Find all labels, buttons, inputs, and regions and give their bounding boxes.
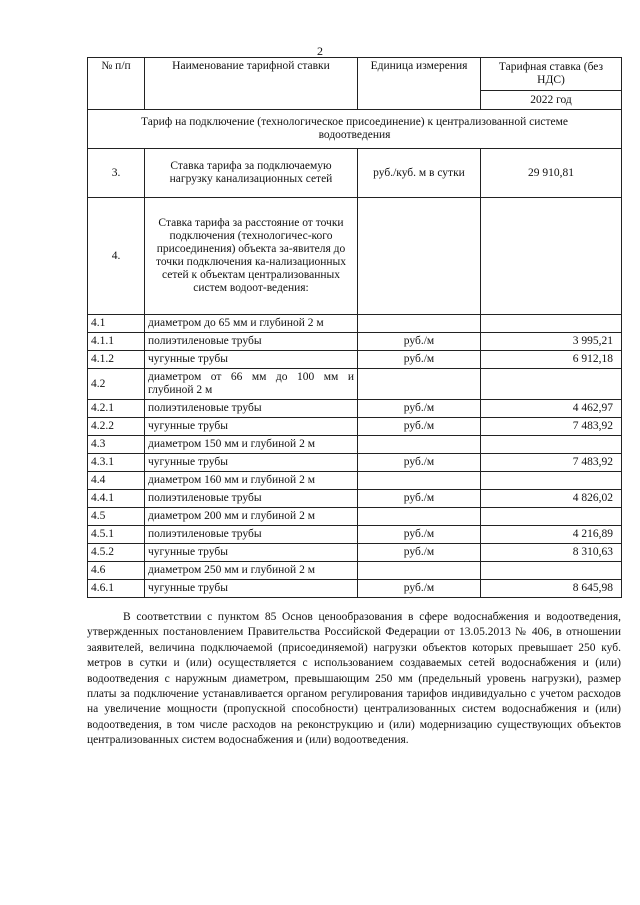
cell-unit: руб./м	[358, 544, 481, 562]
header-year: 2022 год	[481, 91, 622, 110]
table-row	[88, 454, 622, 472]
cell-num: 4.5.1	[88, 526, 145, 544]
cell-num: 4.2	[88, 369, 145, 400]
cell-name: полиэтиленовые трубы	[145, 490, 358, 508]
note-paragraph: В соответствии с пунктом 85 Основ ценообразования в сфере водоснабжения и водоотведения, утвержденных постановлением Правительства Российской Федерации от 13.05.2013 № 406, в отношении заявителей, величина подключаемой (присоединяемой) нагрузки объектов которых превышает 250 куб. метров в сутки и (или) осуществляется с использованием создаваемых сетей водоснабжения и (или) водоотведения с наружным диаметром, превышающим 250 мм (предельный уровень нагрузки), размер платы за подключение устанавливается органом регулирования тарифов индивидуально с учетом расходов на увеличение мощности (пропускной способности) централизованных систем водоснабжения и (или) водоотведения, в том числе расходов на реконструкцию и (или) модернизацию существующих объектов централизованных систем водоснабжения и (или) водоотведения.	[87, 611, 621, 747]
cell-num: 4.6.1	[88, 580, 145, 598]
cell-num: 4.3.1	[88, 454, 145, 472]
cell-unit	[358, 436, 481, 454]
cell-unit: руб./м	[358, 490, 481, 508]
table-row	[88, 562, 622, 580]
table-row	[88, 198, 622, 315]
cell-num: 4.1.1	[88, 333, 145, 351]
cell-rate	[481, 472, 622, 490]
cell-name: диаметром до 65 мм и глубиной 2 м	[145, 315, 358, 333]
cell-rate: 6 912,18	[481, 351, 622, 369]
cell-num: 4.4	[88, 472, 145, 490]
cell-rate: 4 216,89	[481, 526, 622, 544]
cell-rate: 8 645,98	[481, 580, 622, 598]
header-name: Наименование тарифной ставки	[145, 58, 358, 110]
row4-name: Ставка тарифа за расстояние от точки подключения (технологичес-кого присоединения) объекта за-явителя до точки подключения ка-нализационных сетей к объектам централизованных систем водоот-ведения:	[145, 198, 358, 315]
cell-unit: руб./м	[358, 351, 481, 369]
row3-name: Ставка тарифа за подключаемую нагрузку канализационных сетей	[145, 149, 358, 198]
table-row	[88, 369, 622, 400]
cell-unit: руб./м	[358, 333, 481, 351]
cell-unit: руб./м	[358, 580, 481, 598]
row4-num: 4.	[88, 198, 145, 315]
table-row	[88, 351, 622, 369]
table-row	[88, 580, 622, 598]
table-row	[88, 400, 622, 418]
cell-unit	[358, 472, 481, 490]
cell-num: 4.1.2	[88, 351, 145, 369]
tariff-table	[87, 57, 622, 598]
table-row	[88, 333, 622, 351]
cell-name: чугунные трубы	[145, 418, 358, 436]
header-rate: Тарифная ставка (без НДС)	[481, 58, 622, 91]
cell-rate	[481, 369, 622, 400]
cell-rate: 7 483,92	[481, 454, 622, 472]
cell-name: диаметром 160 мм и глубиной 2 м	[145, 472, 358, 490]
table-row	[88, 315, 622, 333]
table-row	[88, 508, 622, 526]
table-row	[88, 418, 622, 436]
table-header-row	[88, 58, 622, 91]
cell-unit	[358, 508, 481, 526]
cell-name: полиэтиленовые трубы	[145, 526, 358, 544]
cell-name: полиэтиленовые трубы	[145, 333, 358, 351]
cell-num: 4.4.1	[88, 490, 145, 508]
cell-num: 4.2.2	[88, 418, 145, 436]
cell-rate: 3 995,21	[481, 333, 622, 351]
cell-rate	[481, 315, 622, 333]
cell-num: 4.2.1	[88, 400, 145, 418]
table-row	[88, 472, 622, 490]
cell-unit	[358, 562, 481, 580]
cell-unit	[358, 369, 481, 400]
cell-rate: 4 462,97	[481, 400, 622, 418]
cell-name: полиэтиленовые трубы	[145, 400, 358, 418]
cell-num: 4.1	[88, 315, 145, 333]
row3-rate: 29 910,81	[481, 149, 622, 198]
table-row	[88, 149, 622, 198]
cell-name: чугунные трубы	[145, 544, 358, 562]
cell-name: чугунные трубы	[145, 454, 358, 472]
cell-rate	[481, 562, 622, 580]
row4-unit	[358, 198, 481, 315]
cell-num: 4.5	[88, 508, 145, 526]
cell-name: диаметром 250 мм и глубиной 2 м	[145, 562, 358, 580]
row3-unit: руб./куб. м в сутки	[358, 149, 481, 198]
cell-num: 4.6	[88, 562, 145, 580]
cell-unit	[358, 315, 481, 333]
cell-rate: 4 826,02	[481, 490, 622, 508]
row4-rate	[481, 198, 622, 315]
table-row	[88, 490, 622, 508]
cell-rate: 8 310,63	[481, 544, 622, 562]
cell-unit: руб./м	[358, 400, 481, 418]
cell-rate	[481, 508, 622, 526]
header-unit: Единица измерения	[358, 58, 481, 110]
table-row	[88, 544, 622, 562]
cell-unit: руб./м	[358, 418, 481, 436]
row3-num: 3.	[88, 149, 145, 198]
section-title-row	[88, 110, 622, 149]
cell-name: диаметром 200 мм и глубиной 2 м	[145, 508, 358, 526]
table-row	[88, 436, 622, 454]
section-title: Тариф на подключение (технологическое присоединение) к централизованной системе водоотведения	[88, 110, 622, 149]
cell-name: чугунные трубы	[145, 580, 358, 598]
cell-unit: руб./м	[358, 454, 481, 472]
cell-name: диаметром от 66 мм до 100 мм и глубиной 2 м	[145, 369, 358, 400]
page-number: 2	[317, 44, 323, 58]
cell-num: 4.3	[88, 436, 145, 454]
cell-rate	[481, 436, 622, 454]
header-num: № п/п	[88, 58, 145, 110]
cell-num: 4.5.2	[88, 544, 145, 562]
table-row	[88, 526, 622, 544]
cell-unit: руб./м	[358, 526, 481, 544]
cell-rate: 7 483,92	[481, 418, 622, 436]
cell-name: чугунные трубы	[145, 351, 358, 369]
cell-name: диаметром 150 мм и глубиной 2 м	[145, 436, 358, 454]
